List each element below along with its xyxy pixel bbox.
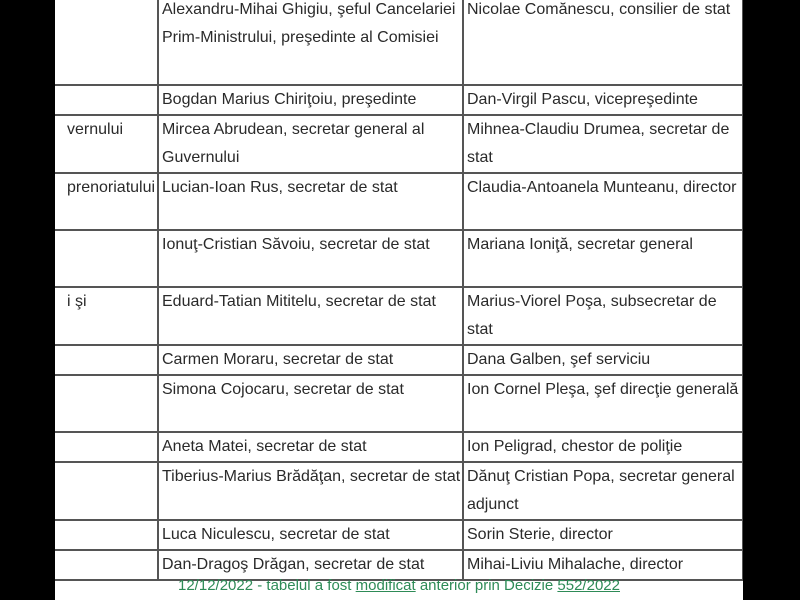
table-row <box>55 462 743 520</box>
institution-cell <box>55 85 158 115</box>
institution-cell <box>55 230 158 287</box>
table-row <box>55 0 743 85</box>
alternate-member-cell: Ion Cornel Pleşa, şef direcţie generală <box>463 375 743 432</box>
alternate-member-cell: Mariana Ioniţă, secretar general <box>463 230 743 287</box>
alternate-member-cell: Dănuţ Cristian Popa, secretar general adjunct <box>463 462 743 520</box>
table-row <box>55 115 743 173</box>
institution-cell <box>55 432 158 462</box>
institution-cell <box>55 520 158 550</box>
nominees-table <box>55 0 743 581</box>
modification-note-prefix: 12/12/2022 - tabelul a fost <box>178 577 356 594</box>
table-row <box>55 375 743 432</box>
alternate-member-cell: Sorin Sterie, director <box>463 520 743 550</box>
member-cell: Bogdan Marius Chiriţoiu, preşedinte <box>158 85 463 115</box>
table-row <box>55 345 743 375</box>
member-cell: Eduard-Tatian Mititelu, secretar de stat <box>158 287 463 345</box>
table-row <box>55 173 743 230</box>
alternate-member-cell: Marius-Viorel Poşa, subsecretar de stat <box>463 287 743 345</box>
table-row <box>55 432 743 462</box>
member-cell: Tiberius-Marius Brădăţan, secretar de stat <box>158 462 463 520</box>
table-row <box>55 520 743 550</box>
alternate-member-cell: Dan-Virgil Pascu, vicepreşedinte <box>463 85 743 115</box>
member-cell: Lucian-Ioan Rus, secretar de stat <box>158 173 463 230</box>
decision-link[interactable]: 552/2022 <box>557 577 620 594</box>
table-row <box>55 287 743 345</box>
institution-cell: i şi <box>55 287 158 345</box>
institution-cell <box>55 345 158 375</box>
member-cell: Simona Cojocaru, secretar de stat <box>158 375 463 432</box>
member-cell: Mircea Abrudean, secretar general al Guvernului <box>158 115 463 173</box>
alternate-member-cell: Ion Peligrad, chestor de poliţie <box>463 432 743 462</box>
member-cell: Dan-Dragoş Drăgan, secretar de stat <box>158 550 463 580</box>
alternate-member-cell: Nicolae Comănescu, consilier de stat <box>463 0 743 85</box>
member-cell: Ionuţ-Cristian Săvoiu, secretar de stat <box>158 230 463 287</box>
alternate-member-cell: Mihnea-Claudiu Drumea, secretar de stat <box>463 115 743 173</box>
table-row <box>55 230 743 287</box>
modification-note-middle: anterior prin Decizie <box>415 577 558 594</box>
institution-cell <box>55 375 158 432</box>
institution-cell <box>55 462 158 520</box>
modified-link[interactable]: modificat <box>355 577 416 594</box>
document-page <box>55 0 743 600</box>
institution-cell: prenoriatului <box>55 173 158 230</box>
member-cell: Carmen Moraru, secretar de stat <box>158 345 463 375</box>
alternate-member-cell: Dana Galben, şef serviciu <box>463 345 743 375</box>
alternate-member-cell: Claudia-Antoanela Munteanu, director <box>463 173 743 230</box>
alternate-member-cell: Mihai-Liviu Mihalache, director <box>463 550 743 580</box>
table-row <box>55 85 743 115</box>
member-cell: Alexandru-Mihai Ghigiu, şeful Cancelariei Prim-Ministrului, preşedinte al Comisiei <box>158 0 463 85</box>
institution-cell: vernului <box>55 115 158 173</box>
institution-cell <box>55 0 158 85</box>
member-cell: Aneta Matei, secretar de stat <box>158 432 463 462</box>
modification-note <box>55 574 743 598</box>
member-cell: Luca Niculescu, secretar de stat <box>158 520 463 550</box>
table-body <box>55 0 743 580</box>
